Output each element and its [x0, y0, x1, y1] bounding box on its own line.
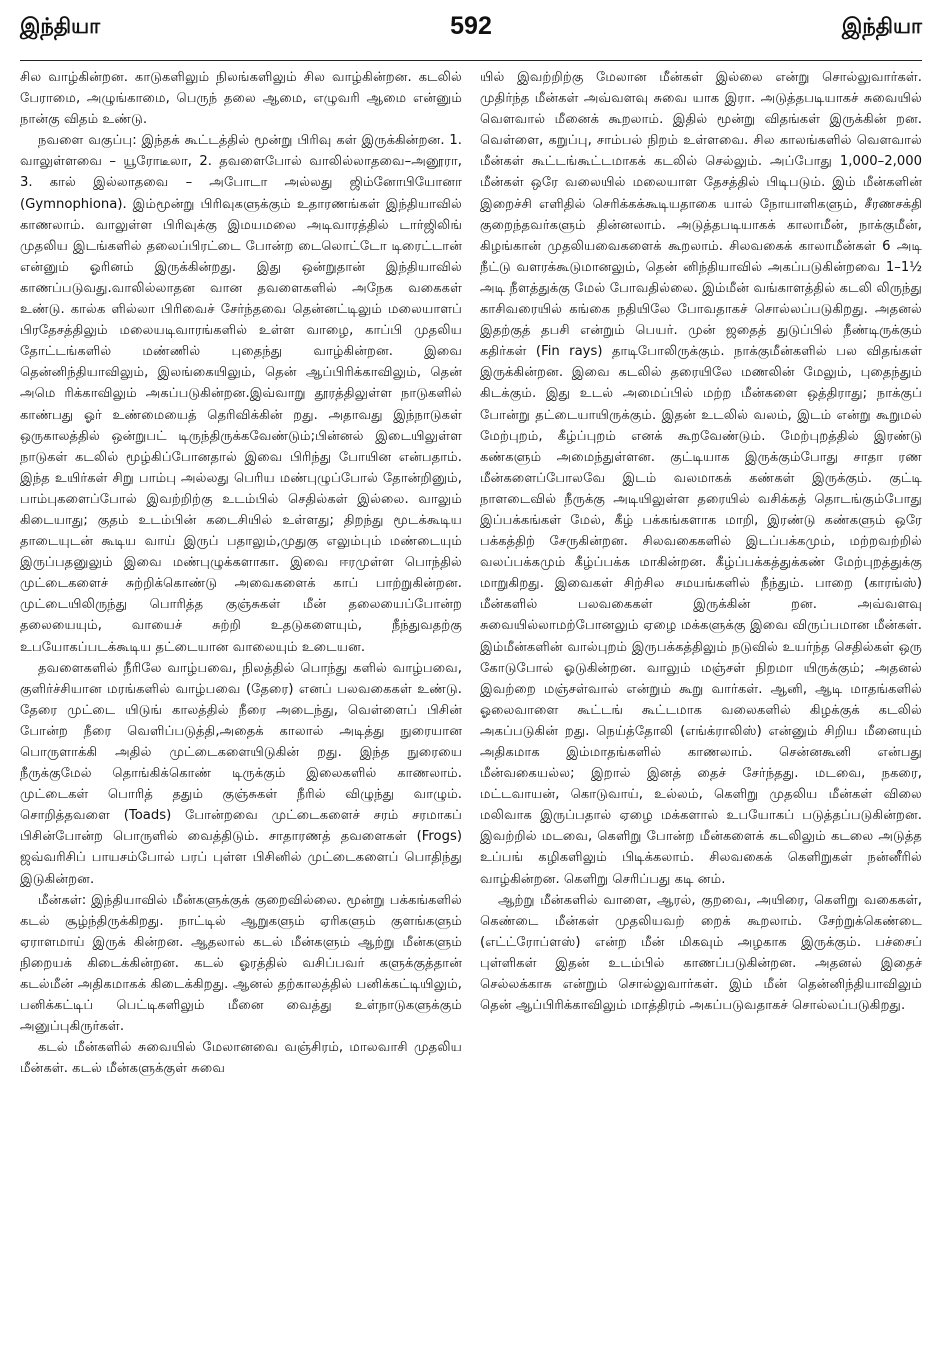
paragraph: சில வாழ்கின்றன. காடுகளிலும் நிலங்களிலும் சில வாழ்கின்றன. கடலில் பேராமை, அழுங்காமை, பெருந் தலை ஆமை, எழுவரி ஆமை என்னும் நான்கு விதம் உண்டு.: [20, 70, 462, 128]
paragraph: கடல் மீன்களில் சுவையில் மேலானவை வஞ்சிரம், மாலவாசி முதலிய மீன்கள். கடல் மீன்களுக்குள் சுவை: [20, 1040, 462, 1077]
right-column: [480, 67, 922, 1357]
page-number: 592: [450, 12, 492, 40]
paragraph: தவளைகளில் நீரிலே வாழ்பவை, நிலத்தில் பொந்து களில் வாழ்பவை, குளிர்ச்சியான மரங்களில் வாழ்பவை (தேரை) எனப் பலவகைகள் உண்டு. தேரை முட்டை யிடுங் காலத்தில் நீரை அடைந்து, வெள்ளைப் பிசின் போன்ற நீரை வெளிப்படுத்தி,அதைக் காலால் அடித்து நுரையான பொருளாக்கி அதில் முட்டைகளையிடுகின் றது. இந்த நுரையை நீருக்குமேல் தொங்கிக்கொண் டிருக்கும் இலைகளில் காணலாம். முட்டைகள் பொரித் ததும் குஞ்சுகள் நீரில் விழுந்து வாழும். சொறித்தவளை (Toads) போன்றவை முட்டைகளைச் சரம் சரமாகப் பிசின்போன்ற பொருளில் வைத்திடும். சாதாரணத் தவளைகள் (Frogs) ஜவ்வரிசிப் பாயசம்போல் பரப் புள்ள பிசினில் முட்டைகளைப் பொதிந்து இடுகின்றன.: [20, 660, 462, 887]
running-head-left: இந்தியா: [20, 14, 101, 38]
page-header: [20, 10, 922, 61]
paragraph: நவளை வகுப்பு: இந்தக் கூட்டத்தில் மூன்று பிரிவு கள் இருக்கின்றன. 1. வாலுள்ளவை – யூரோடீலா, 2. தவளைபோல் வாலில்லாதவை–அனூரா, 3. கால் இல்லாதவை – அபோடா அல்லது ஜிம்னோபியோனா (Gymnophiona). இம்மூன்று பிரிவுகளுக்கும் உதாரணங்கள் இந்தியாவில் காணலாம். வாலுள்ள பிரிவுக்கு இமயமலை அடிவாரத்தில் டார்ஜிலிங் முதலிய இடங்களில் தலைப்பிரட்டை போன்ற டைலொட்டோ டிரைட்டான் என்னும் ஓரினம் இருக்கின்றது. இது ஒன்றுதான் இந்தியாவில் காணப்படுவது.வாலில்லாதன வான தவளைகளில் அநேக வகைகள் உண்டு. கால்க ளில்லா பிரிவைச் சேர்ந்தவை தென்னட்டிலும் மலையாளப் பிரதேசத்திலும் மலையடிவாரங்களில் உள்ள வாழை, காப்பி முதலிய தோட்டங்களில் மண்ணில் புதைந்து வாழ்கின்றன. இவை தென்னிந்தியாவிலும், இலங்கையிலும், தென் ஆப்பிரிக்காவிலும், தென் அமெ ரிக்காவிலும் அகப்படுகின்றன.இவ்வாறு தூரத்திலுள்ள நாடுகளில் காண்பது ஓர் உண்மையைத் தெரிவிக்கின் றது. அதாவது இந்நாடுகள் ஒருகாலத்தில் ஒன்றுபட் டிருந்திருக்கவேண்டும்;பின்னல் இடையிலுள்ள நாடுகள் கடலில் மூழ்கிப்போனதால் இவை பிரிந்து போயின என்பதாம். இந்த உயிர்கள் சிறு பாம்பு அல்லது பெரிய மண்புழுப்போல் தோன்றினும், பாம்புகளைப்போல் இவற்றிற்கு உடம்பில் செதில்கள் இல்லை. வாலும் கிடையாது; குதம் உடம்பின் கடைசியில் உள்ளது; திறந்து மூடக்கூடிய தாடையுடன் கூடிய வாய் இருப் பதாலும்,முதுகு எலும்பும் மண்டையும் இருப்பதனுலும் இவை மண்புழுக்களாகா. இவை ஈரமுள்ள பொந்தில் முட்டைகளைச் சுற்றிக்கொண்டு அவைகளைக் காப் பாற்றுகின்றன. முட்டையிலிருந்து பொரித்த குஞ்சுகள் மீன் தலையைப்போன்ற தலையையும், வாயைச் சுற்றி உதடுகளையும், நீந்துவதற்கு உபயோகப்படக்கூடிய தட்டையான வாலையும் உடையன.: [20, 133, 462, 655]
text-columns: [20, 67, 922, 1357]
paragraph: மீன்கள்: இந்தியாவில் மீன்களுக்குக் குறைவில்லை. மூன்று பக்கங்களில் கடல் சூழ்ந்திருக்கிறது. நாட்டில் ஆறுகளும் ஏரிகளும் குளங்களும் ஏராளமாய் இருக் கின்றன. ஆதலால் கடல் மீன்களும் ஆற்று மீன்களும் நிறையக் கிடைக்கின்றன. கடல் ஓரத்தில் வசிப்பவர் களுக்குத்தான் கடல்மீன் அதிகமாகக் கிடைக்கிறது. ஆனல் தற்காலத்தில் பனிக்கட்டியிலும், பனிக்கட்டிப் பெட்டிகளிலும் மீனை வைத்து உள்நாடுகளுக்கும் அனுப்புகிருர்கள்.: [20, 892, 462, 1035]
left-column: [20, 67, 462, 1357]
paragraph: ஆற்று மீன்களில் வாளை, ஆரல், குறவை, அயிரை, கெளிறு வகைகள், கெண்டை மீன்கள் முதலியவற் றைக் கூறலாம். சேற்றுக்கெண்டை (எட்ட்ரோப்ளஸ்) என்ற மீன் மிகவும் அழகாக இருக்கும். பச்சைப் புள்ளிகள் இதன் உடம்பில் காணப்படுகின்றன. அதனல் இதைச் செல்லக்காசு என்றும் சொல்லுவார்கள். இம் மீன் தென்னிந்தியாவிலும் தென் ஆப்பிரிக்காவிலும் மாத்திரம் அகப்படுவதாகச் சொல்லப்படுகிறது.: [480, 892, 922, 1014]
paragraph: யில் இவற்றிற்கு மேலான மீன்கள் இல்லை என்று சொல்லுவார்கள். முதிர்ந்த மீன்கள் அவ்வளவு சுவை யாக இரா. அடுத்தபடியாகச் சுவையில் வௌவால் மீனைக் கூறலாம். இதில் மூன்று விதங்கள் இருக்கின் றன. வெள்ளை, கறுப்பு, சாம்பல் நிறம் உள்ளவை. சில காலங்களில் வௌவால் மீன்கள் கூட்டங்கூட்டமாகக் கடலில் செல்லும். அப்போது 1,000–2,000 மீன்கள் ஒரே வலையில் மலையாள தேசத்தில் பிடிபடும். இம் மீன்களின் இறைச்சி எளிதில் செரிக்கக்கூடியதாகை யால் நோயாளிகளும், சீரணசக்தி குறைந்தவர்களும் தின்னலாம். அடுத்தபடியாகக் காலாமீன், நாக்குமீன், கிழங்கான் முதலியவைகளைக் கூறலாம். சிலவகைக் காலாமீன்கள் 6 அடி நீட்டு வளரக்கூடுமானலும், தென் னிந்தியாவில் அகப்படுகின்றவை 1–1½ அடி நீளத்துக்கு மேல் போவதில்லை. இம்மீன் வங்காளத்தில் கடலி லிருந்து காசிவரையில் கங்கை நதியிலே போவதாகச் சொல்லப்படுகிறது. அதனல் இதற்குத் தபசி என்றும் பெயர். முன் ஜதைத் துடுப்பில் நீண்டிருக்கும் கதிர்கள் (Fin rays) தாடிபோலிருக்கும். நாக்குமீன்களில் பல விதங்கள் இருக்கின்றன. இவை கடலில் தரையிலே மணலின் மேலும், புதைந்தும் கிடக்கும். இது உடல் அமைப்பில் மற்ற மீன்களை ஒத்திராது; நாக்குப் போன்று தட்டையாயிருக்கும். இதன் உடலில் வலம், இடம் என்று கூறுமல் மேற்புறம், கீழ்ப்புறம் எனக் கூறவேண்டும். மேற்புறத்தில் இரண்டு கண்களும் அமைந்துள்ளன. குட்டியாக இருக்கும்போது சாதா ரண மீன்களைப்போலவே இடம் வலமாகக் கண்கள் இருக்கும். குட்டி நாளடைவில் நீருக்கு அடியிலுள்ள தரையில் வசிக்கத் தொடங்கும்போது இப்பக்கங்கள் மேல், கீழ் பக்கங்களாக மாறி, இரண்டு கண்களும் ஒரே பக்கத்திற் சேருகின்றன. சிலவகைகளில் இடப்பக்கமும், மற்றவற்றில் வலப்பக்கமும் கீழ்ப்பக்க மாகின்றன. கீழ்ப்பக்கத்துக்கண் மேற்புறத்துக்கு மாறுகிறது. இவைகள் சிற்சில சமயங்களில் நீந்தும். பாறை (காரங்ஸ்) மீன்களில் பலவகைகள் இருக்கின் றன. அவ்வளவு சுவையில்லாமற்போனலும் ஏழை மக்களுக்கு இவை விருப்பமான மீன்கள். இம்மீன்களின் வால்புறம் இருபக்கத்திலும் நடுவில் உயர்ந்த செதில்கள் ஒரு கோடுபோல் ஓடுகின்றன. வாலும் மஞ்சள் நிறமா யிருக்கும்; அதனல் இவற்றை மஞ்சள்வால் என்றும் கூறு வார்கள். ஆனி, ஆடி மாதங்களில் ஓலைவாளை கூட்டங் கூட்டமாக வலைகளில் கிழக்குக் கடலில் அகப்படுகின் றது. நெய்த்தோலி (எங்க்ராலிஸ்) என்னும் சிறிய மீனையும் அதிகமாக இம்மாதங்களில் காணலாம். சென்னகூனி என்பது மீன்வகையல்ல; இறால் இனத் தைச் சேர்ந்தது. மடவை, நகரை, மட்டவாயன், கொடுவாய், உல்லம், கெளிறு முதலிய மீன்கள் விலை மலிவாக இருப்பதால் ஏழை மக்களால் உபயோகப் படுத்தப்படுகின்றன. இவற்றில் மடவை, கெளிறு போன்ற மீன்களைக் கடலிலும் கடலை அடுத்த உப்பங் கழிகளிலும் பிடிக்கலாம். சிலவகைக் கெளிறுகள் நன்னீரில் வாழ்கின்றன. கெளிறு செரிப்பது கடி னம்.: [480, 70, 922, 887]
running-head-right: இந்தியா: [841, 14, 922, 38]
